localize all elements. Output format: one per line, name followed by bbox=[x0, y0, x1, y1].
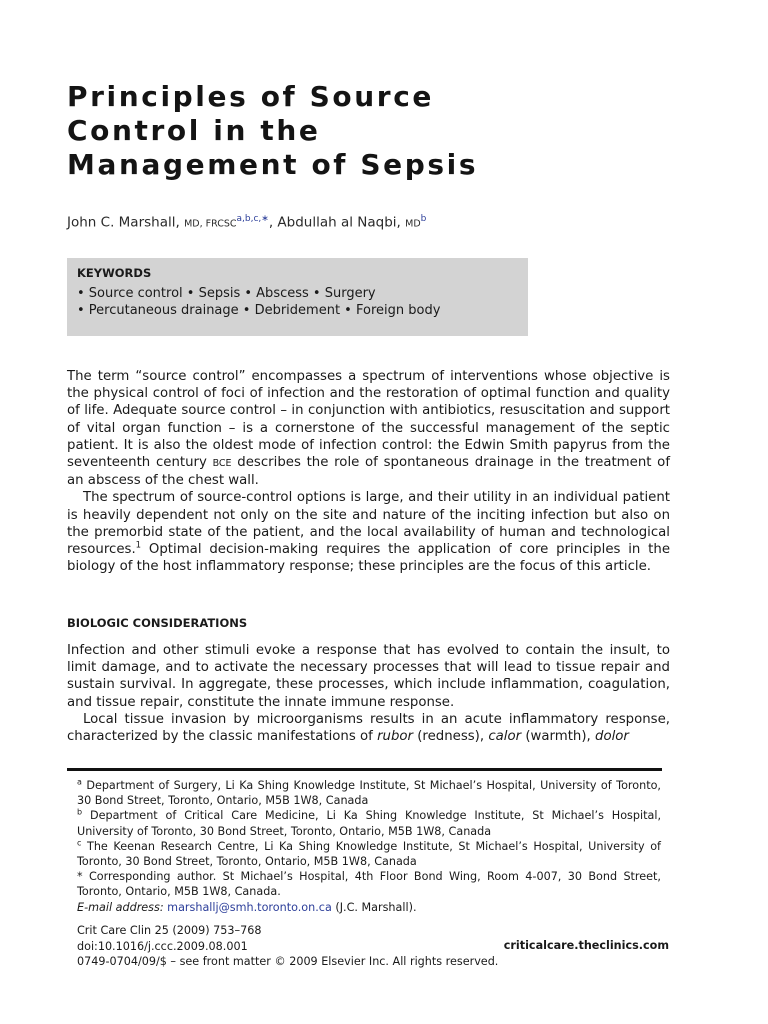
bio-p2-text-b: (redness), bbox=[413, 729, 489, 745]
bio-p2-text-a: Local tissue invasion by microorganisms results in an acute inflammatory response, characterized by the classic manifestations of bbox=[67, 711, 670, 745]
reference-1-link[interactable]: 1 bbox=[135, 540, 142, 551]
author-2-name: , Abdullah al Naqbi, bbox=[268, 214, 406, 231]
intro-paragraph-1 bbox=[67, 368, 670, 489]
author-2-degree: MD bbox=[405, 218, 421, 230]
affiliations-footnotes bbox=[77, 778, 661, 915]
title-line-3: Management of Sepsis bbox=[67, 148, 479, 181]
footnote-c bbox=[77, 839, 661, 869]
title-line-2: Control in the bbox=[67, 114, 321, 147]
footnote-a bbox=[77, 778, 661, 808]
author-1-affiliation-marks[interactable]: a,b,c,∗ bbox=[236, 214, 269, 224]
keywords-line-2: • Percutaneous drainage • Debridement • Foreign body bbox=[77, 303, 441, 318]
footnote-divider bbox=[67, 768, 662, 771]
email-label: E-mail address: bbox=[77, 900, 164, 914]
footnote-b-mark: b bbox=[77, 807, 83, 817]
footnote-b-text: Department of Critical Care Medicine, Li Ka Shing Knowledge Institute, St Michael’s Hospital, University of Toronto, 30 Bond Street, Toronto, Ontario, M5B 1W8, Canada bbox=[77, 809, 661, 838]
journal-url-link[interactable]: criticalcare.theclinics.com bbox=[503, 939, 669, 952]
author-line bbox=[67, 214, 426, 231]
intro-section bbox=[67, 368, 670, 575]
intro-p1-text-b: describes the role of spontaneous drainage in the treatment of an abscess of the chest wall. bbox=[67, 455, 671, 489]
intro-p1-text-a: The term “source control” encompasses a spectrum of interventions whose objective is the physical control of foci of infection and the restoration of optimal function and quality of life. Adequate source control – in conjunction with antibiotics, resuscitation and support of vital organ function – is a cornerstone of the successful management of the septic patient. It is also the oldest mode of infection control: the Edwin Smith papyrus from the seventeenth century bbox=[67, 369, 670, 471]
intro-p2-text-b: Optimal decision-making requires the application of core principles in the biology of the host inflammatory response; these principles are the focus of this article. bbox=[67, 542, 670, 575]
intro-paragraph-2 bbox=[67, 489, 670, 575]
author-1-degree: MD, FRCSC bbox=[184, 218, 237, 230]
author-1-name: John C. Marshall, bbox=[67, 214, 185, 231]
section-heading: BIOLOGIC CONSIDERATIONS bbox=[67, 616, 248, 630]
keywords-box bbox=[67, 258, 528, 336]
bio-paragraph-1: Infection and other stimuli evoke a response that has evolved to contain the insult, to limit damage, and to activate the necessary processes that will lead to tissue repair and sustain survival. In aggregate, these processes, which include inflammation, coagulation, and tissue repair, constitute the innate immune response. bbox=[67, 643, 670, 710]
bio-paragraph-2 bbox=[67, 711, 670, 745]
footnote-a-mark: a bbox=[77, 777, 82, 787]
doi-line[interactable]: doi:10.1016/j.ccc.2009.08.001 bbox=[77, 939, 248, 953]
email-suffix: (J.C. Marshall). bbox=[331, 900, 417, 914]
email-link[interactable]: marshallj@smh.toronto.on.ca bbox=[167, 900, 332, 914]
term-rubor: rubor bbox=[377, 729, 413, 745]
keywords-heading: KEYWORDS bbox=[77, 266, 152, 280]
bio-p2-text-c: (warmth), bbox=[521, 729, 595, 745]
footnote-c-mark: c bbox=[77, 838, 82, 848]
copyright-line: 0749-0704/09/$ – see front matter © 2009 Elsevier Inc. All rights reserved. bbox=[77, 955, 499, 968]
footnote-a-text: Department of Surgery, Li Ka Shing Knowledge Institute, St Michael’s Hospital, University of Toronto, 30 Bond Street, Toronto, Ontario, M5B 1W8, Canada bbox=[77, 779, 661, 808]
author-2-affiliation-mark[interactable]: b bbox=[420, 214, 427, 224]
term-dolor: dolor bbox=[595, 729, 629, 745]
term-calor: calor bbox=[488, 729, 522, 745]
intro-p1-bce: BCE bbox=[212, 458, 232, 470]
biologic-section bbox=[67, 642, 670, 745]
citation-block bbox=[77, 923, 498, 970]
journal-citation: Crit Care Clin 25 (2009) 753–768 bbox=[77, 924, 262, 937]
email-line bbox=[77, 900, 661, 915]
intro-p2-text-a: The spectrum of source-control options is large, and their utility in an individual patient is heavily dependent not only on the site and nature of the inciting infection but also on the premorbid state of the patient, and the local availability of human and technological resources. bbox=[67, 490, 670, 558]
corresponding-author: * Corresponding author. St Michael’s Hospital, 4th Floor Bond Wing, Room 4-007, 30 Bond Street, Toronto, Ontario, M5B 1W8, Canada. bbox=[77, 870, 661, 899]
footnote-b bbox=[77, 808, 661, 838]
article-title bbox=[67, 80, 478, 182]
keywords-line-1: • Source control • Sepsis • Abscess • Surgery bbox=[77, 286, 376, 301]
title-line-1: Principles of Source bbox=[67, 80, 434, 113]
footnote-c-text: The Keenan Research Centre, Li Ka Shing Knowledge Institute, St Michael’s Hospital, University of Toronto, 30 Bond Street, Toronto, Ontario, M5B 1W8, Canada bbox=[77, 839, 661, 869]
